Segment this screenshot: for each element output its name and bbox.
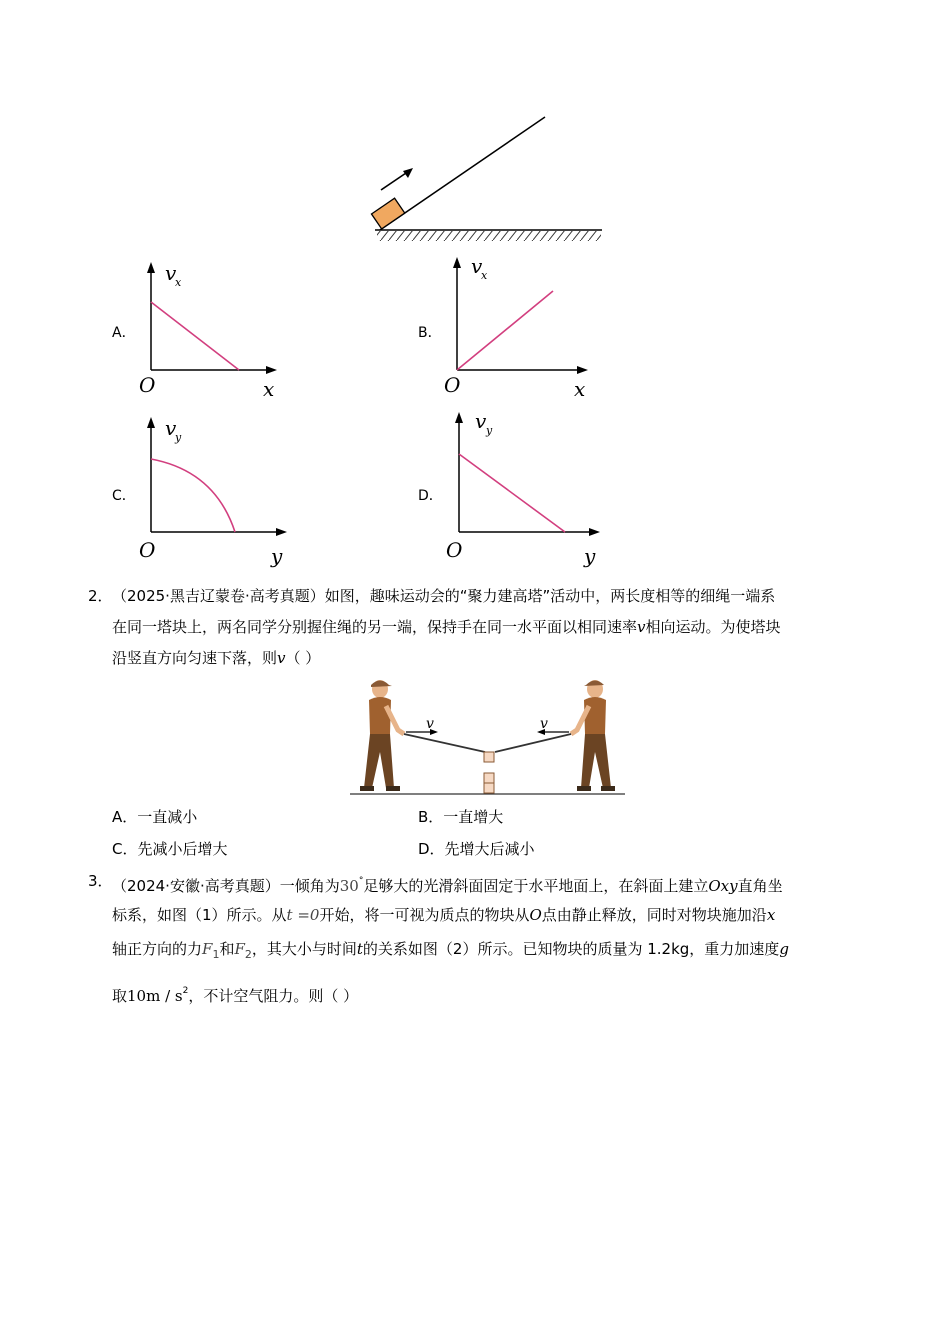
- q2-option-d[interactable]: D．先增大后减小: [418, 840, 535, 858]
- right-person: [571, 680, 615, 791]
- graph-b-xlab: x: [574, 377, 586, 400]
- graph-c: [135, 415, 290, 570]
- q2-line1: （2025·黑吉辽蒙卷·高考真题）如图，趣味运动会的“聚力建高塔”活动中，两长度相等的细绳一端系: [112, 587, 776, 605]
- graph-a-xlab: x: [263, 377, 275, 400]
- graph-a: [135, 260, 285, 400]
- left-rope: [404, 734, 485, 752]
- graph-d-xlab: y: [584, 544, 596, 568]
- graph-b: [441, 255, 596, 400]
- q2-number: 2．: [88, 587, 113, 605]
- q2-option-a[interactable]: A．一直减小: [112, 808, 198, 826]
- q3-line3: 轴正方向的力$F_1$和$F_2$，其大小与时间t的关系如图（2）所示。已知物块的质量为 1.2kg，重力加速度g: [112, 940, 789, 961]
- graph-b-line: [457, 291, 553, 370]
- graph-d-ysub: y: [486, 424, 493, 437]
- tower-block-top: [484, 752, 494, 762]
- graph-b-origin: O: [444, 373, 461, 397]
- q3-line2: 标系，如图（1）所示。从t =0开始，将一可视为质点的物块从O点由静止释放，同时对物块施加沿x: [112, 906, 776, 924]
- graph-c-ysub: y: [175, 431, 182, 444]
- incline-figure: [365, 110, 610, 245]
- option-a-label: A．: [112, 325, 136, 341]
- q3-number: 3．: [88, 872, 113, 890]
- graph-c-xlab: y: [271, 544, 283, 568]
- right-rope: [495, 734, 571, 752]
- q3-line4: 取$10m / s^2$，不计空气阻力。则（ ）: [112, 986, 359, 1005]
- graph-a-ylab: v: [165, 261, 177, 285]
- graph-d-origin: O: [446, 538, 463, 562]
- velocity-label-left: v: [426, 716, 434, 732]
- q3-line1: （2024·安徽·高考真题）一倾角为30°足够大的光滑斜面固定于水平地面上，在斜面上建立Oxy直角坐: [112, 876, 783, 895]
- graph-b-ylab: v: [471, 255, 483, 278]
- graph-d: [443, 410, 603, 570]
- q2-option-b[interactable]: B．一直增大: [418, 808, 504, 826]
- tower-figure: [350, 676, 630, 798]
- option-b-label: B．: [418, 325, 442, 341]
- graph-b-ysub: x: [481, 269, 488, 282]
- graph-d-line: [459, 454, 565, 532]
- graph-a-line: [151, 302, 239, 370]
- tower-block-mid: [484, 773, 494, 783]
- velocity-label-right: v: [540, 716, 548, 732]
- graph-d-ylab: v: [475, 410, 487, 433]
- option-c-label: C．: [112, 488, 136, 504]
- graph-c-curve: [151, 459, 235, 532]
- graph-a-ysub: x: [175, 276, 182, 289]
- graph-a-origin: O: [139, 373, 156, 397]
- block: [371, 198, 404, 229]
- left-person: [360, 680, 404, 791]
- up-right-arrow-icon: [381, 168, 413, 190]
- q2-option-c[interactable]: C．先减小后增大: [112, 840, 228, 858]
- q2-line3: 沿竖直方向匀速下落，则v（ ）: [112, 649, 321, 667]
- graph-c-origin: O: [139, 538, 156, 562]
- graph-c-ylab: v: [165, 416, 177, 440]
- option-d-label: D．: [418, 488, 443, 504]
- q2-line2: 在同一塔块上，两名同学分别握住绳的另一端，保持手在同一水平面以相同速率v相向运动。为使塔块: [112, 618, 781, 636]
- tower-block-bottom: [484, 783, 494, 793]
